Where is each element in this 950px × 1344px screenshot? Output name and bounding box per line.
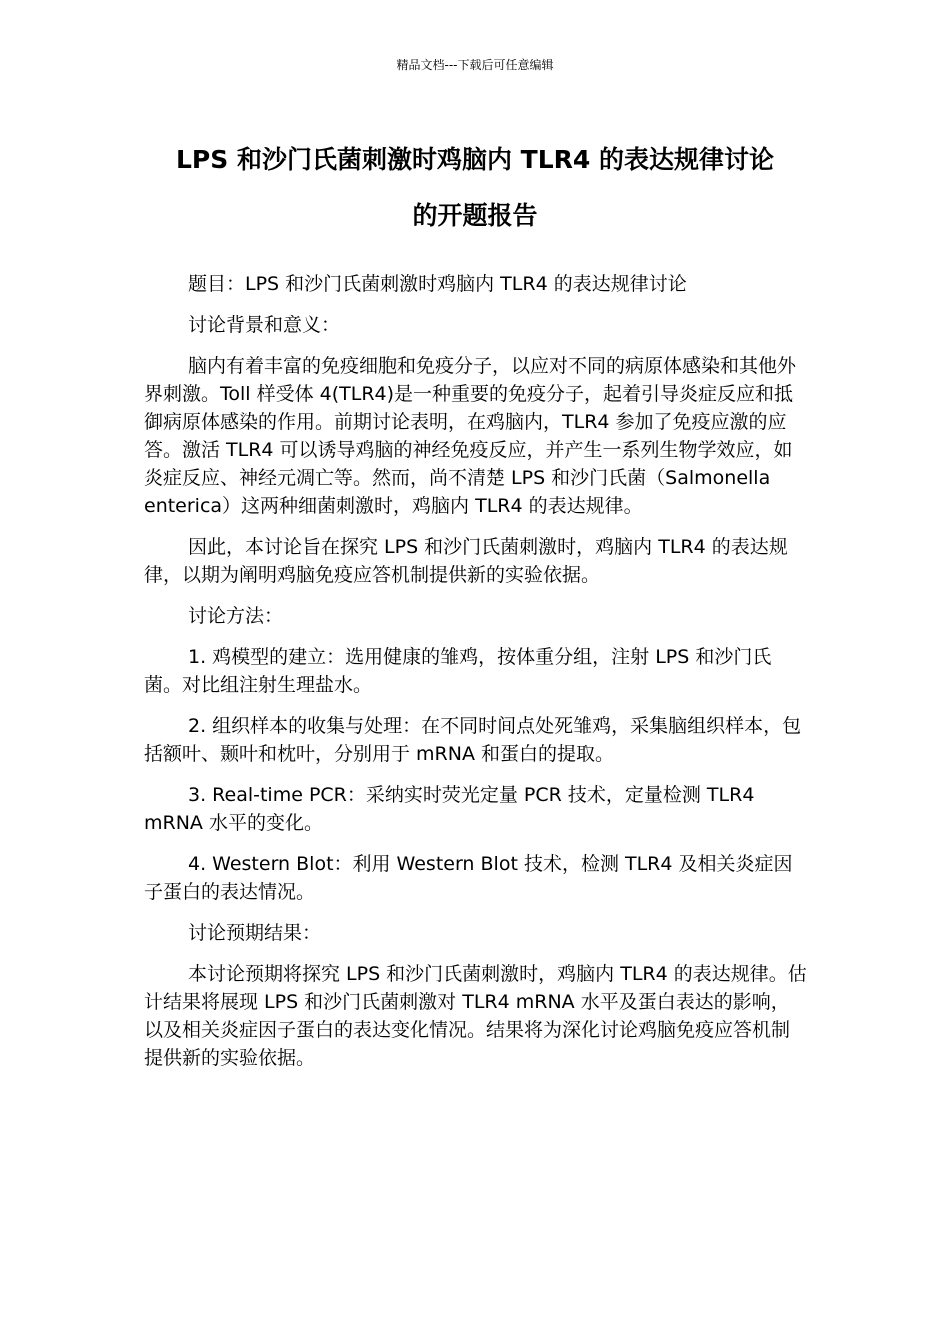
paragraph-purpose: 因此，本讨论旨在探究 LPS 和沙门氏菌刺激时，鸡脑内 TLR4 的表达规律，以期为阐明鸡脑免疫应答机制提供新的实验依据。 xyxy=(144,536,788,586)
paragraph-expected-results: 本讨论预期将探究 LPS 和沙门氏菌刺激时，鸡脑内 TLR4 的表达规律。估计结果将展现 LPS 和沙门氏菌刺激对 TLR4 mRNA 水平及蛋白表达的影响，以及相关炎症因子蛋白的表达变化情况。结果将为深化讨论鸡脑免疫应答机制提供新的实验依据。 xyxy=(144,963,807,1069)
paragraph-topic: 题目：LPS 和沙门氏菌刺激时鸡脑内 TLR4 的表达规律讨论 xyxy=(188,273,687,295)
title-line-2: 的开题报告 xyxy=(412,201,538,230)
paragraph-background: 脑内有着丰富的免疫细胞和免疫分子，以应对不同的病原体感染和其他外界刺激。Toll 样受体 4(TLR4)是一种重要的免疫分子，起着引导炎症反应和抵御病原体感染的作用。前期讨论表明，在鸡脑内，TLR4 参加了免疫应激的应答。激活 TLR4 可以诱导鸡脑的神经免疫反应，并产生一系列生物学效应，如炎症反应、神经元凋亡等。然而，尚不清楚 LPS 和沙门氏菌（Salmonella enterica）这两种细菌刺激时，鸡脑内 TLR4 的表达规律。 xyxy=(144,355,797,517)
document-title xyxy=(120,132,830,244)
method-item-3: 3. Real-time PCR：采纳实时荧光定量 PCR 技术，定量检测 TLR4 mRNA 水平的变化。 xyxy=(144,784,755,834)
method-item-4: 4. Western Blot：利用 Western Blot 技术，检测 TLR4 及相关炎症因子蛋白的表达情况。 xyxy=(144,853,793,903)
heading-background: 讨论背景和意义： xyxy=(188,314,341,336)
heading-expected-results: 讨论预期结果： xyxy=(188,922,322,944)
method-item-1: 1. 鸡模型的建立：选用健康的雏鸡，按体重分组，注射 LPS 和沙门氏菌。对比组注射生理盐水。 xyxy=(144,646,772,696)
document-body xyxy=(144,270,808,1085)
title-line-1: LPS 和沙门氏菌刺激时鸡脑内 TLR4 的表达规律讨论 xyxy=(176,145,774,174)
method-item-2: 2. 组织样本的收集与处理：在不同时间点处死雏鸡，采集脑组织样本，包括额叶、颞叶和枕叶，分别用于 mRNA 和蛋白的提取。 xyxy=(144,715,802,765)
heading-methods: 讨论方法： xyxy=(188,605,284,627)
header-note: 精品文档---下载后可任意编辑 xyxy=(396,58,554,72)
